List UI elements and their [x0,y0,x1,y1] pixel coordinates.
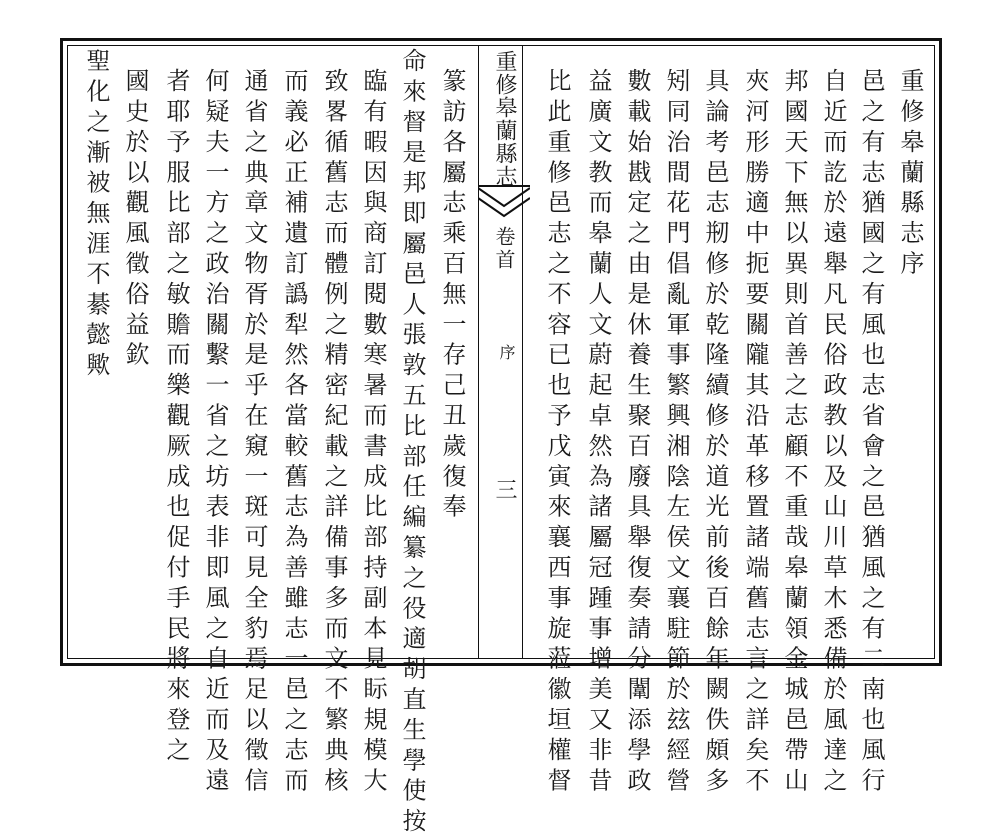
left-page-column: 篆訪各屬志乘百無一存己丑歲復奉 [438,68,466,524]
right-page-column: 比此重修邑志之不容已也予戊寅來襄西事旋蒞徽垣權督 [543,68,571,798]
left-page-column: 臨有暇因與商訂閱數寒暑而書成比部持副本見眎規模大 [359,68,387,798]
left-page-column: 命來督是邦即屬邑人張敦五比部任編纂之役適胡直生學使按 [398,48,426,838]
right-page-column: 邑之有志猶國之有風也志省會之邑猶風之有二南也風行 [857,68,885,798]
banner-rule-left [478,45,479,659]
left-page-column: 致畧循舊志而體例之精密紀載之詳備事多而文不繁典核 [320,68,348,798]
right-page-column: 邦國天下無以異則首善之志顧不重哉皋蘭領金城邑帶山 [780,68,808,798]
book-title: 重修皋蘭縣志 [492,50,517,188]
right-page-column: 數載始戡定之由是休養生聚百廢具舉復奏請分闈添學政 [623,68,651,798]
left-page-column: 何疑夫一方之政治關繫一省之坊表非即風之自近而及遠 [201,68,229,798]
banner-rule-right [522,45,523,659]
page-number: 三 [492,478,517,500]
volume-label: 卷首 [492,226,516,272]
fish-tail-ornament [478,184,530,224]
right-page-column: 夾河形勝適中扼要關隴其沿革移置諸端舊志言之詳矣不 [741,68,769,798]
right-page-column: 矧同治間花門倡亂軍事繁興湘陰左侯文襄駐節於玆經營 [662,68,690,798]
right-page-column: 益廣文教而皋蘭人文蔚起卓然為諸屬冠踵事增美又非昔 [584,68,612,798]
left-page-column: 者耶予服比部之敏贍而樂觀厥成也促付手民將來登之 [162,68,190,768]
left-page-column: 國史於以觀風徵俗益欽 [121,68,149,372]
right-page-column: 重修皋蘭縣志序 [896,68,924,281]
left-page-column: 而義必正補遺訂譌犁然各當較舊志為善雖志一邑之志而 [280,68,308,798]
right-page-column: 具論考邑志剏修於乾隆續修於道光前後百餘年闕佚頗多 [701,68,729,798]
left-page-column: 聖化之漸被無涯不綦懿歟 [82,48,110,383]
left-page-column: 通省之典章文物胥於是乎在窺一斑可見全豹焉足以徵信 [240,68,268,798]
section-label: 序 [497,344,516,360]
right-page-column: 自近而訖於遠舉凡民俗政教以及山川草木悉備於風達之 [819,68,847,798]
